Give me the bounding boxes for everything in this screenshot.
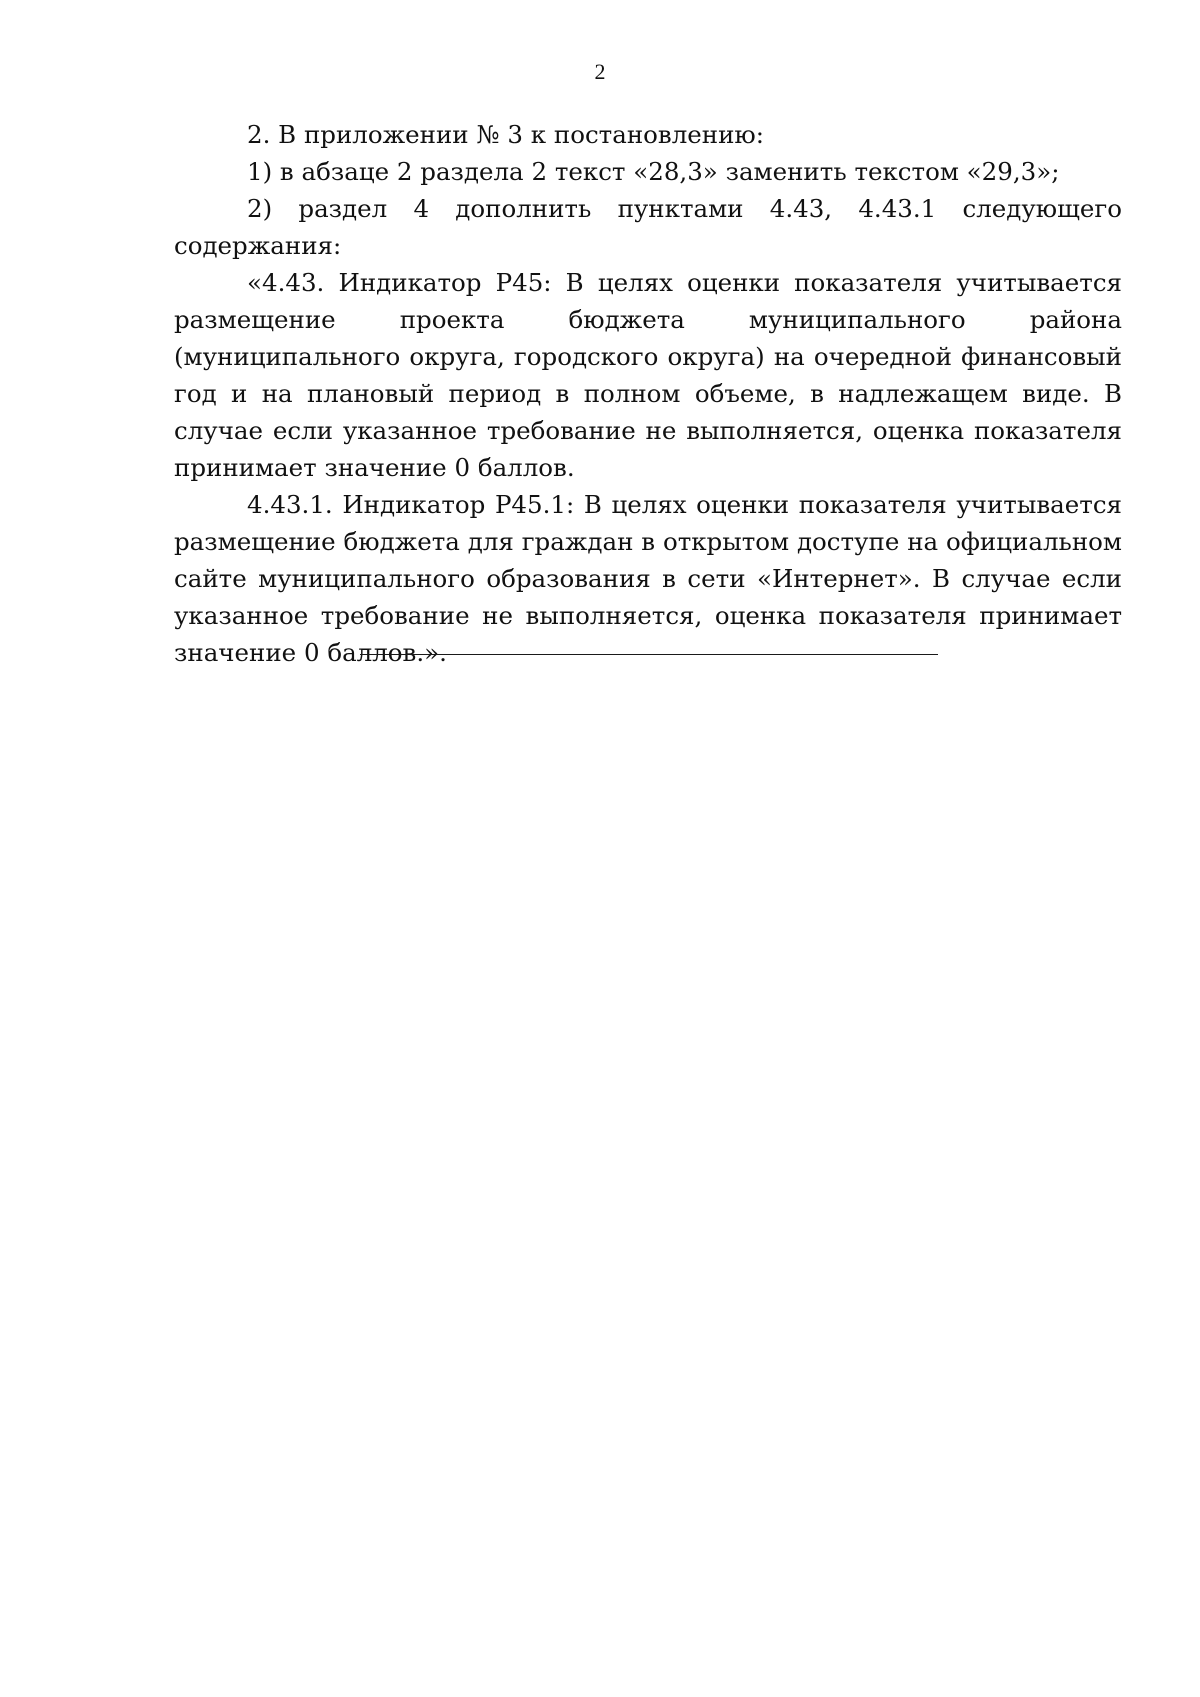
paragraph-item-2: 2) раздел 4 дополнить пунктами 4.43, 4.43.1 следующего содержания: bbox=[174, 194, 1122, 260]
page-number: 2 bbox=[594, 59, 606, 84]
paragraph-indicator-p45: «4.43. Индикатор P45: В целях оценки показателя учитывается размещение проекта бюджета муниципального района (муниципального округа, городского округа) на очередной финансовый год и на плановый период в полном объеме, в надлежащем виде. В случае если указанное требование не выполняется, оценка показателя принимает значение 0 баллов. bbox=[174, 268, 1122, 482]
paragraph-item-1: 1) в абзаце 2 раздела 2 текст «28,3» заменить текстом «29,3»; bbox=[247, 157, 1060, 186]
document-body bbox=[174, 116, 1122, 671]
paragraph-indicator-p45-1: 4.43.1. Индикатор P45.1: В целях оценки показателя учитывается размещение бюджета для граждан в открытом доступе на официальном сайте муниципального образования в сети «Интернет». В случае если указанное требование не выполняется, оценка показателя принимает значение 0 баллов.». bbox=[174, 490, 1122, 667]
end-separator-line bbox=[360, 654, 938, 655]
paragraph-amendment-appendix-3: 2. В приложении № 3 к постановлению: bbox=[247, 120, 765, 149]
